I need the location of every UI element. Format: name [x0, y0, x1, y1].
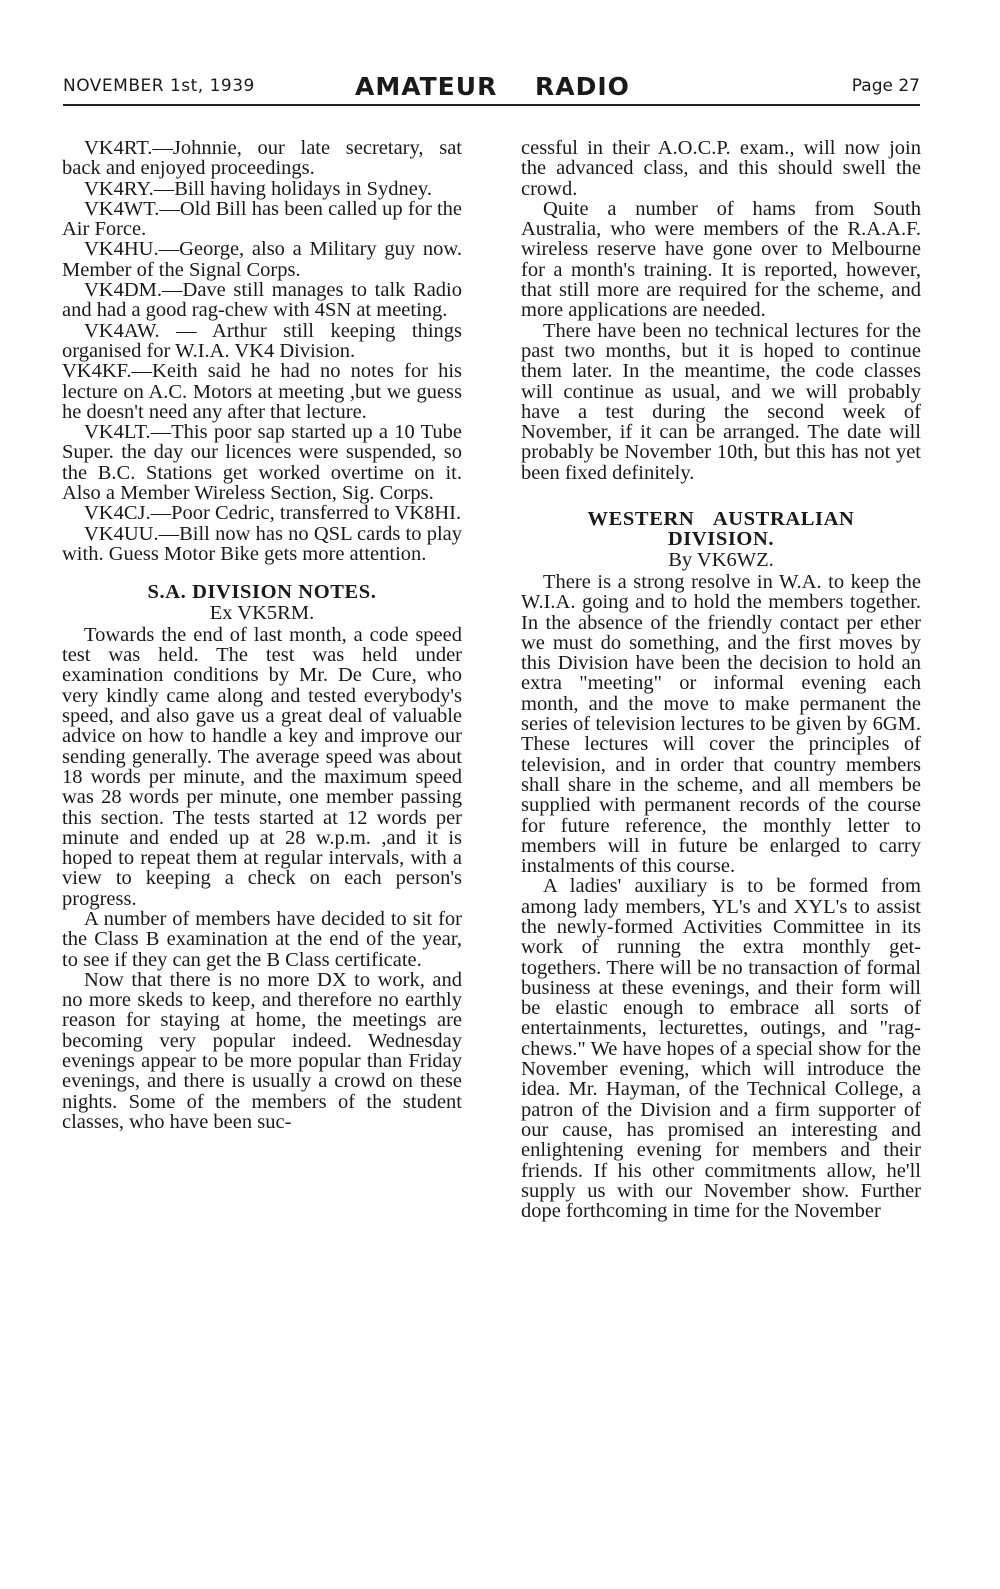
station-note: VK4KF.—Keith said he had no notes for his lecture on A.C. Motors at meeting ,but we guess he doesn't need any after that lecture.: [62, 360, 462, 423]
issue-date: NOVEMBER 1st, 1939: [63, 76, 255, 96]
station-note: VK4RT.—Johnnie, our late secretary, sat back and enjoyed proceedings.: [62, 137, 462, 180]
article-paragraph: cessful in their A.O.C.P. exam., will now join the advanced class, and this should swell the crowd.: [521, 137, 921, 200]
article-paragraph: Quite a number of hams from South Australia, who were members of the R.A.A.F. wireless reserve have gone over to Melbourne for a month's training. It is reported, however, that still more are required for the scheme, and more applications are needed.: [521, 197, 921, 322]
article-paragraph: There is a strong resolve in W.A. to keep the W.I.A. going and to hold the members together. In the absence of the friendly contact per ether we must do something, and the first moves by this Division have been the decision to hold an extra "meeting" or informal evening each month, and the move to make permanent the series of television lectures to be given by 6GM. These lectures will cover the principles of television, and in order that country members shall share in the scheme, and all members be supplied with permanent records of the course for future reference, the monthly letter to members will in future be enlarged to carry instalments of this course.: [521, 570, 921, 878]
article-paragraph: Towards the end of last month, a code speed test was held. The test was held under examination conditions by Mr. De Cure, who very kindly came along and tested everybody's speed, and also gave us a great deal of valuable advice on how to handle a key and improve our sending generally. The average speed was about 18 words per minute, and the maximum speed was 28 words per minute, one member passing this section. The tests started at 12 words per minute and ended up at 28 w.p.m. ,and it is hoped to repeat them at regular intervals, with a view to keeping a check on each person's progress.: [62, 623, 462, 910]
station-note: VK4HU.—George, also a Military guy now. Member of the Signal Corps.: [62, 238, 462, 281]
wa-division-heading-line1: WESTERN AUSTRALIAN: [587, 508, 855, 531]
sa-division-byline: Ex VK5RM.: [209, 601, 315, 624]
sa-division-heading: S.A. DIVISION NOTES.: [147, 581, 377, 604]
wa-division-heading-line2: DIVISION.: [667, 528, 775, 551]
article-paragraph: A ladies' auxiliary is to be formed from among lady members, YL's and XYL's to assist the newly-formed Activities Committee in its work of running the extra monthly get-togethers. There will be no transaction of formal business at these evenings, and their form will be elastic enough to embrace all sorts of entertainments, lecturettes, outings, and "rag-chews." We have hopes of a special show for the November evening, which will introduce the idea. Mr. Hayman, of the Technical College, a patron of the Division and a firm supporter of our cause, has promised an interesting and enlightening evening for members and their friends. If his other commitments allow, he'll supply us with our November show. Further dope forthcoming in time for the November: [521, 875, 921, 1223]
right-column: [521, 138, 921, 1221]
station-note: VK4AW. — Arthur still keeping things organised for W.I.A. VK4 Division.: [62, 319, 462, 362]
article-paragraph: A number of members have decided to sit for the Class B examination at the end of the year, to see if they can get the B Class certificate.: [62, 907, 462, 971]
article-paragraph: Now that there is no more DX to work, and no more skeds to keep, and therefore no earthly reason for staying at home, the meetings are becoming very popular indeed. Wednesday evenings appear to be more popular than Friday evenings, and there is usually a crowd on these nights. Some of the members of the student classes, who have been suc-: [62, 968, 462, 1133]
station-note: VK4LT.—This poor sap started up a 10 Tube Super. the day our licences were suspended, so the B.C. Stations get worked overtime on it. Also a Member Wireless Section, Sig. Corps.: [62, 421, 462, 505]
left-column: [62, 138, 462, 1132]
station-note: VK4WT.—Old Bill has been called up for the Air Force.: [62, 197, 462, 241]
station-note: VK4CJ.—Poor Cedric, transferred to VK8HI.: [84, 502, 462, 525]
page-number: Page 27: [851, 76, 920, 96]
station-note: VK4RY.—Bill having holidays in Sydney.: [84, 177, 432, 200]
page-header: [63, 72, 920, 106]
article-paragraph: There have been no technical lectures for the past two months, but it is hoped to continue them later. In the meantime, the code classes will continue as usual, and we will probably have a test during the second week of November, if it can be arranged. The date will probably be November 10th, but this has not yet been fixed definitely.: [521, 319, 921, 484]
wa-division-byline: By VK6WZ.: [668, 548, 774, 571]
publication-title: AMATEUR RADIO: [355, 72, 630, 101]
station-note: VK4UU.—Bill now has no QSL cards to play with. Guess Motor Bike gets more attention.: [62, 522, 462, 565]
station-note: VK4DM.—Dave still manages to talk Radio and had a good rag-chew with 4SN at meeting.: [62, 279, 462, 322]
